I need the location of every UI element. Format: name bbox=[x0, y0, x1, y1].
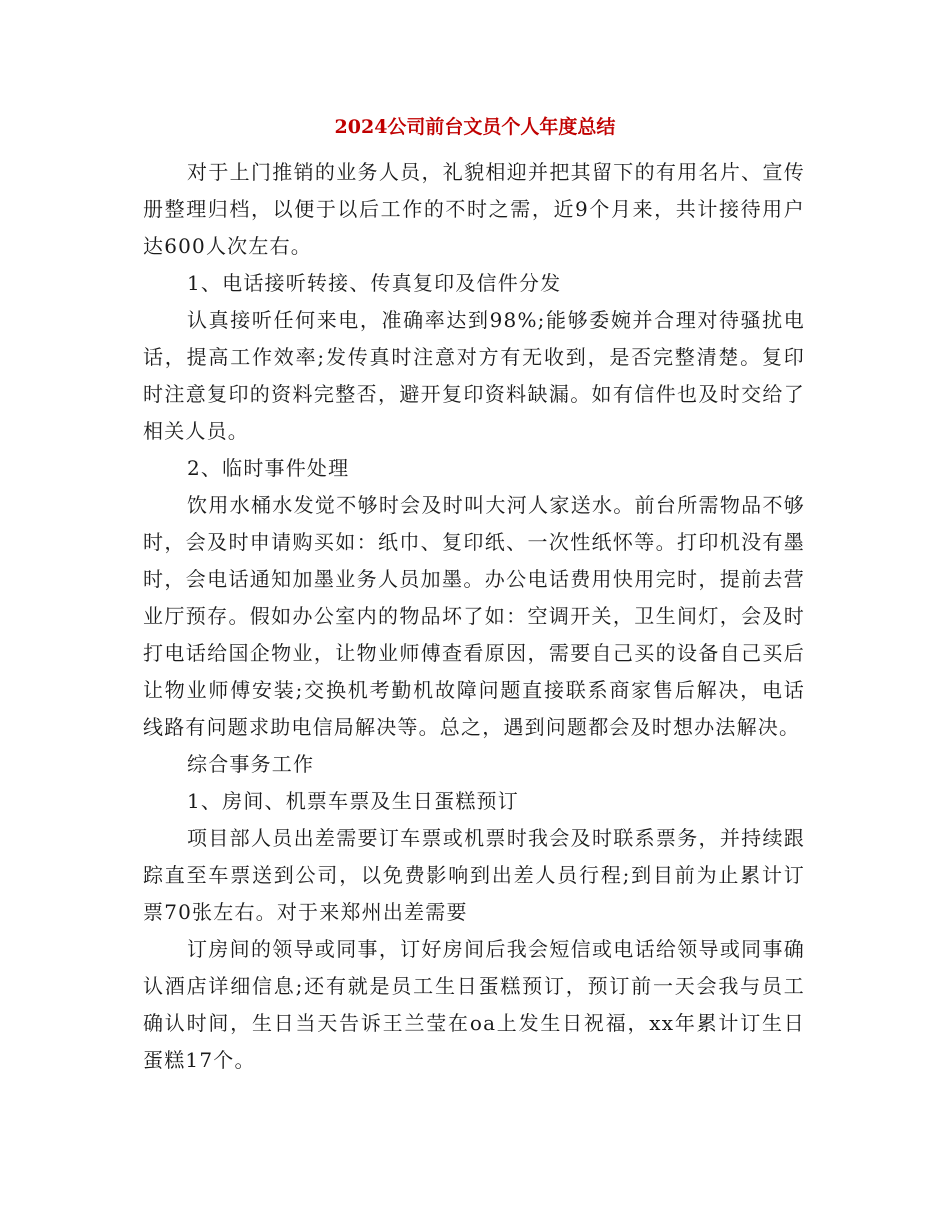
document-body bbox=[143, 154, 805, 1079]
section-heading-temporary-events: 2、临时事件处理 bbox=[187, 456, 350, 480]
document-title: 2024公司前台文员个人年度总结 bbox=[334, 116, 616, 138]
section-heading-phone-fax-mail: 1、电话接听转接、传真复印及信件分发 bbox=[187, 271, 562, 295]
paragraph-temporary-events: 饮用水桶水发觉不够时会及时叫大河人家送水。前台所需物品不够时，会及时申请购买如：纸巾、复印纸、一次性纸怀等。打印机没有墨时，会电话通知加墨业务人员加墨。办公电话费用快用完时，提前去营业厅预存。假如办公室内的物品坏了如：空调开关，卫生间灯，会及时打电话给国企物业，让物业师傅查看原因，需要自己买的设备自己买后让物业师傅安装;交换机考勤机故障问题直接联系商家售后解决，电话线路有问题求助电信局解决等。总之，遇到问题都会及时想办法解决。 bbox=[143, 493, 805, 739]
section-heading-general-affairs: 综合事务工作 bbox=[187, 752, 315, 776]
paragraph-room-cake-booking: 订房间的领导或同事，订好房间后我会短信或电话给领导或同事确认酒店详细信息;还有就是员工生日蛋糕预订，预订前一天会我与员工确认时间，生日当天告诉王兰莹在oa上发生日祝福，xx年累计订生日蛋糕17个。 bbox=[143, 937, 805, 1072]
paragraph-phone-fax-mail: 认真接听任何来电，准确率达到98%;能够委婉并合理对待骚扰电话，提高工作效率;发传真时注意对方有无收到，是否完整清楚。复印时注意复印的资料完整否，避开复印资料缺漏。如有信件也及时交给了相关人员。 bbox=[143, 308, 805, 443]
section-heading-booking: 1、房间、机票车票及生日蛋糕预订 bbox=[187, 789, 519, 813]
paragraph-ticket-booking: 项目部人员出差需要订车票或机票时我会及时联系票务，并持续跟踪直至车票送到公司，以免费影响到出差人员行程;到目前为止累计订票70张左右。对于来郑州出差需要 bbox=[143, 826, 805, 924]
paragraph-reception: 对于上门推销的业务人员，礼貌相迎并把其留下的有用名片、宣传册整理归档，以便于以后工作的不时之需，近9个月来，共计接待用户达600人次左右。 bbox=[143, 160, 805, 258]
